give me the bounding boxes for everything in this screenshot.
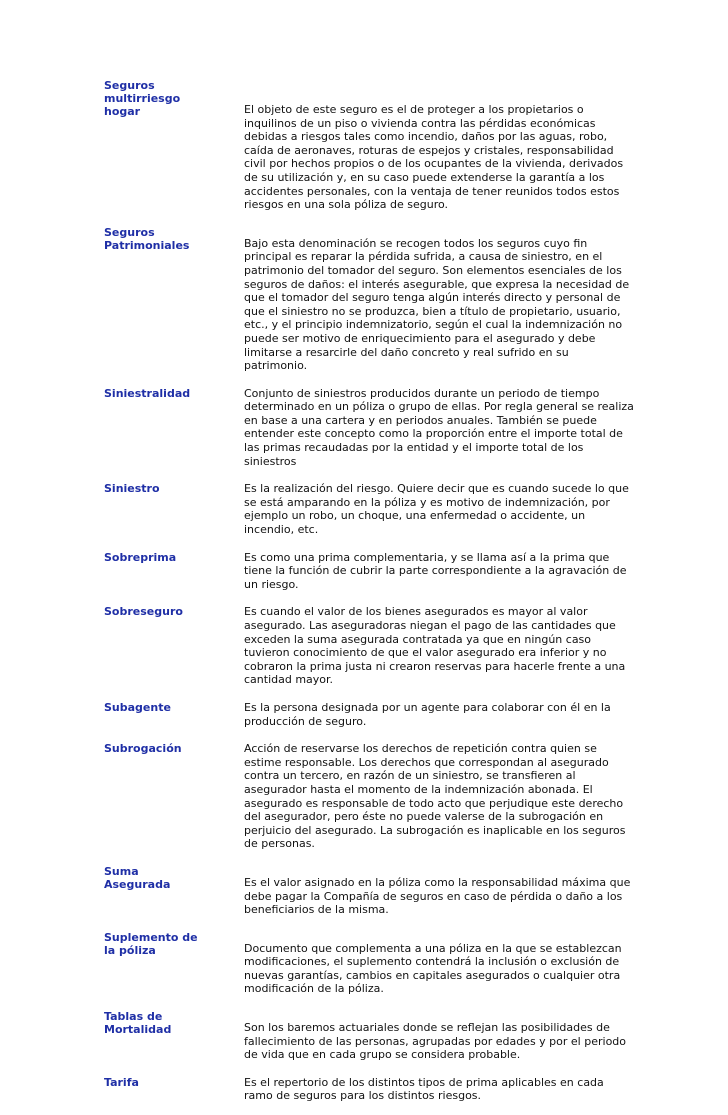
glossary-definition: Son los baremos actuariales donde se reflejan las posibilidades de fallecimiento de las personas, agrupadas por edades y por el periodo de vida que en cada grupo se considera probable.	[244, 1021, 627, 1062]
glossary-definition: El objeto de este seguro es el de proteger a los propietarios o inquilinos de un piso o vivienda contra las pérdidas económicas debidas a riesgos tales como incendio, daños por las aguas, robo, caída de aeronaves, roturas de espejos y cristales, responsabilidad civil por hechos propios o de los ocupantes de la vivienda, derivados de su utilización y, en su caso puede extenderse la garantía a los accidentes personales, con la ventaja de tener reunidos todos estos riesgos en una sola póliza de seguro.	[244, 103, 624, 212]
glossary-definition: Es la persona designada por un agente para colaborar con él en la producción de seguro.	[244, 700, 611, 728]
glossary-definition: Es el valor asignado en la póliza como la responsabilidad máxima que debe pagar la Compañía de seguros en caso de pérdida o daño a los beneficiarios de la misma.	[244, 875, 631, 917]
glossary-entry	[104, 931, 634, 996]
glossary-definition: Es la realización del riesgo. Quiere decir que es cuando sucede lo que se está amparando en la póliza y es motivo de indemnización, por ejemplo un robo, un choque, una enfermedad o accidente, un incendio, etc.	[244, 482, 629, 537]
glossary-definition: Documento que complementa a una póliza en la que se establezcan modificaciones, el suplemento contendrá la inclusión o exclusión de nuevas garantías, cambios en capitales asegurados o cualquier otra modificación de la póliza.	[244, 941, 622, 996]
glossary-entry	[104, 742, 634, 851]
glossary-term: Seguros Patrimoniales	[104, 225, 190, 252]
glossary-entry	[104, 865, 634, 917]
glossary-entry	[104, 226, 634, 373]
glossary-entry	[104, 1010, 634, 1062]
glossary-entry	[104, 387, 634, 469]
glossary-entry	[104, 482, 634, 536]
glossary	[104, 79, 634, 1115]
glossary-definition: Es cuando el valor de los bienes asegurados es mayor al valor asegurado. Las aseguradoras niegan el pago de las cantidades que exceden la suma asegurada contratada ya que en ningún caso tuvieron conocimiento de que el valor asegurado era inferior y no cobraron la prima justa ni crearon reservas para hacerle frente a una cantidad mayor.	[244, 605, 626, 687]
glossary-definition: Bajo esta denominación se recogen todos los seguros cuyo fin principal es reparar la pérdida sufrida, a causa de siniestro, en el patrimonio del tomador del seguro. Son elementos esenciales de los seguros de daños: el interés asegurable, que expresa la necesidad de que el tomador del seguro tenga algún interés directo y personal de que el siniestro no se produzca, bien a título de propietario, usuario, etc., y el principio indemnizatorio, según el cual la indemnización no puede ser motivo de enriquecimiento para el asegurado y debe limitarse a resarcirle del daño concreto y real sufrido en su patrimonio.	[244, 236, 630, 373]
glossary-definition: Es como una prima complementaria, y se llama así a la prima que tiene la función de cubrir la parte correspondiente a la agravación de un riesgo.	[244, 550, 627, 591]
glossary-definition: Es el repertorio de los distintos tipos de prima aplicables en cada ramo de seguros para los distintos riesgos.	[244, 1075, 604, 1103]
glossary-term: Subrogación	[104, 742, 182, 756]
glossary-entry	[104, 551, 634, 592]
glossary-term: Tablas de Mortalidad	[104, 1010, 172, 1037]
glossary-definition: Conjunto de siniestros producidos durante un periodo de tiempo determinado en un póliza o grupo de ellas. Por regla general se realiza en base a una cartera y en periodos anuales. También se puede entender este concepto como la proporción entre el importe total de las primas recaudadas por la entidad y el importe total de los siniestros	[244, 386, 634, 468]
glossary-term: Sobreprima	[104, 550, 177, 564]
glossary-entry	[104, 1076, 634, 1103]
glossary-term: Subagente	[104, 700, 171, 714]
glossary-term: Tarifa	[104, 1075, 139, 1089]
glossary-term: Siniestro	[104, 482, 160, 496]
glossary-term: Suplemento de la póliza	[104, 930, 198, 957]
glossary-entry	[104, 605, 634, 687]
glossary-term: Siniestralidad	[104, 386, 191, 400]
glossary-term: Sobreseguro	[104, 605, 183, 619]
glossary-term: Seguros multirriesgo hogar	[104, 79, 181, 118]
glossary-definition: Acción de reservarse los derechos de repetición contra quien se estime responsable. Los derechos que correspondan al asegurado contra un tercero, en razón de un siniestro, se transfieren al asegurador hasta el momento de la indemnización abonada. El asegurado es responsable de todo acto que perjudique este derecho del asegurador, pero éste no puede valerse de la subrogación en perjuicio del asegurado. La subrogación es inaplicable en los seguros de personas.	[244, 742, 626, 851]
glossary-entry	[104, 701, 634, 728]
glossary-entry	[104, 79, 634, 212]
glossary-term: Suma Asegurada	[104, 864, 171, 891]
